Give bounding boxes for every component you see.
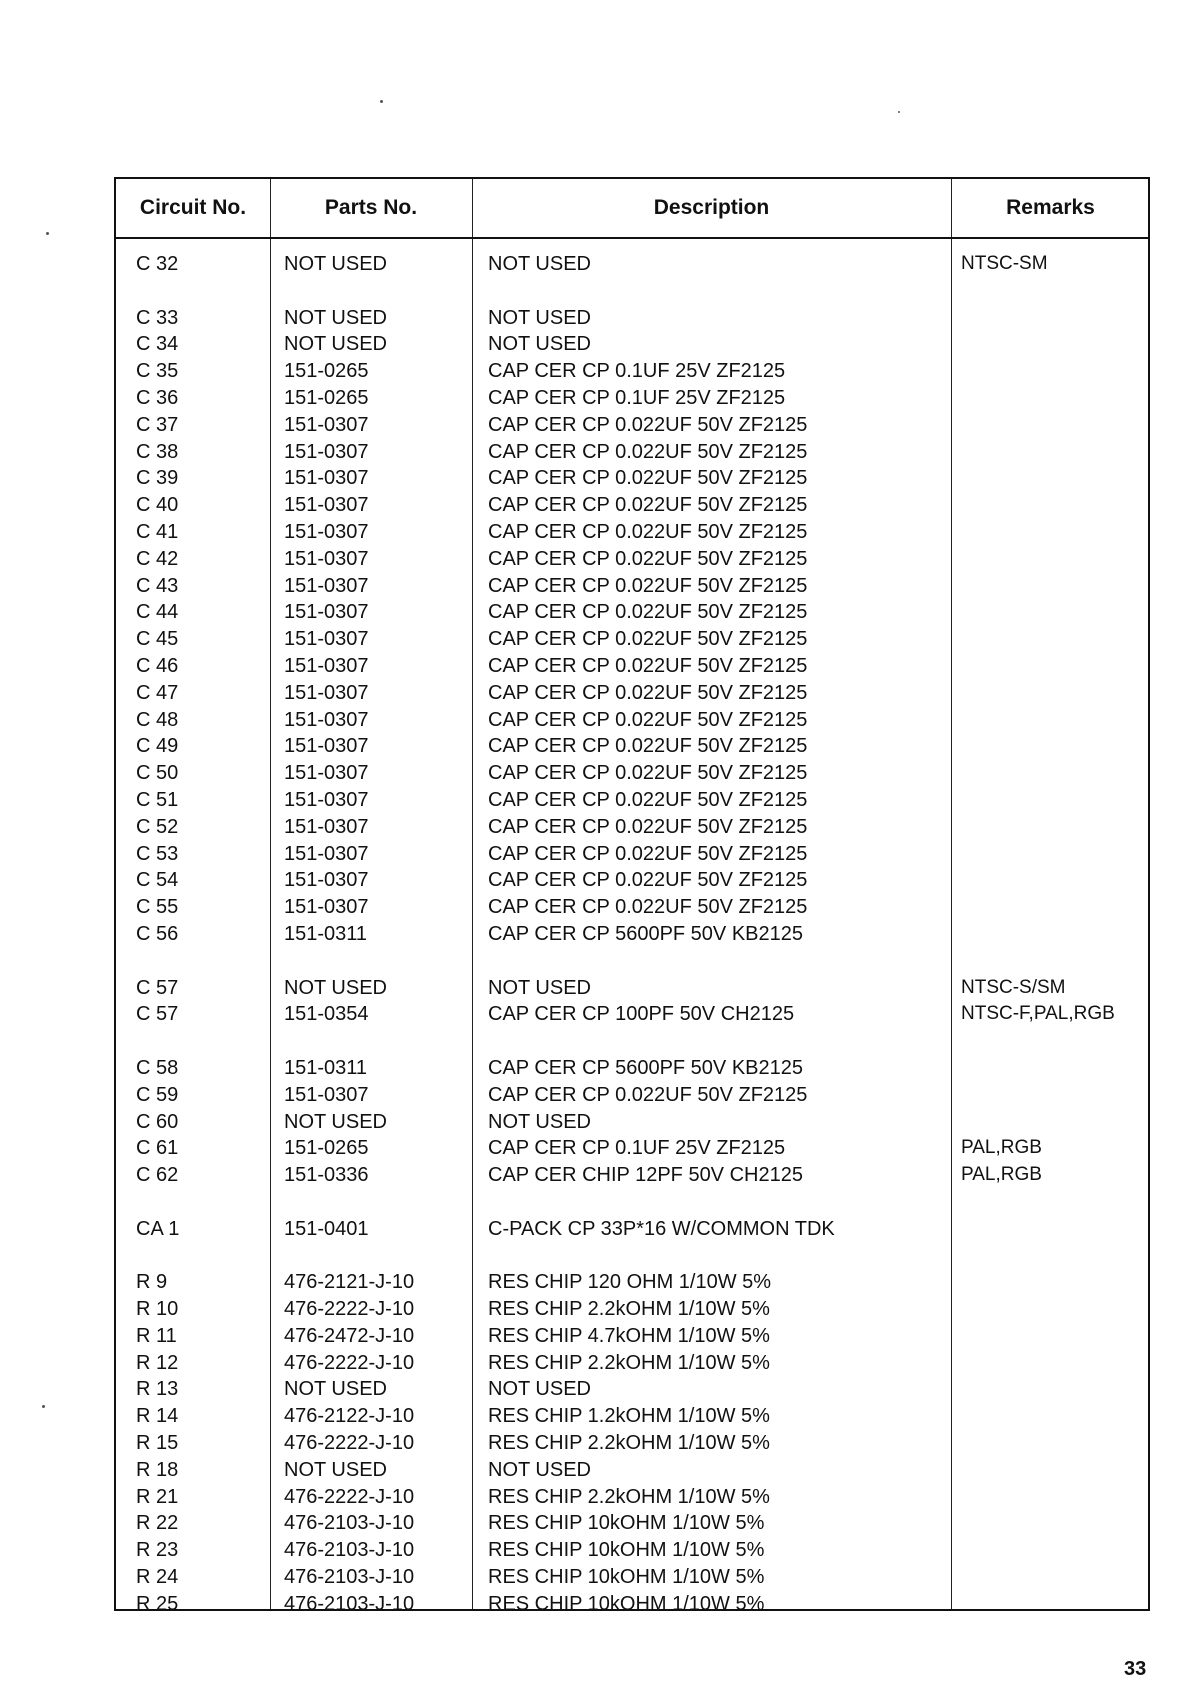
description-cell: CAP CER CP 0.022UF 50V ZF2125 bbox=[488, 788, 808, 811]
circuit-no-cell: C 44 bbox=[136, 601, 179, 624]
table-row bbox=[116, 1323, 1148, 1350]
table-row bbox=[116, 894, 1148, 921]
parts-no-cell: 476-2103-J-10 bbox=[284, 1592, 415, 1615]
parts-no-cell: 151-0307 bbox=[284, 735, 369, 758]
circuit-no-cell: R 11 bbox=[136, 1324, 177, 1347]
description-cell: CAP CER CP 0.022UF 50V ZF2125 bbox=[488, 681, 808, 704]
table-row bbox=[116, 975, 1148, 1002]
circuit-no-cell: C 47 bbox=[136, 681, 179, 704]
table-row bbox=[116, 1350, 1148, 1377]
description-cell: RES CHIP 2.2kOHM 1/10W 5% bbox=[488, 1485, 770, 1508]
parts-no-cell: NOT USED bbox=[284, 333, 387, 356]
circuit-no-cell: R 25 bbox=[136, 1592, 179, 1615]
circuit-no-cell: C 57 bbox=[136, 1003, 179, 1026]
table-row bbox=[116, 1430, 1148, 1457]
table-row bbox=[116, 626, 1148, 653]
table-row bbox=[116, 1484, 1148, 1511]
table-row bbox=[116, 1162, 1148, 1189]
scan-speck bbox=[898, 111, 900, 113]
parts-no-cell: 151-0354 bbox=[284, 1003, 369, 1026]
parts-no-cell: 151-0307 bbox=[284, 788, 369, 811]
description-cell: RES CHIP 10kOHM 1/10W 5% bbox=[488, 1566, 765, 1589]
description-cell: RES CHIP 10kOHM 1/10W 5% bbox=[488, 1592, 765, 1615]
circuit-no-cell: R 12 bbox=[136, 1351, 179, 1374]
description-cell: CAP CER CP 0.022UF 50V ZF2125 bbox=[488, 440, 808, 463]
circuit-no-cell: C 45 bbox=[136, 628, 179, 651]
circuit-no-cell: R 14 bbox=[136, 1405, 179, 1428]
description-cell: CAP CER CP 0.1UF 25V ZF2125 bbox=[488, 386, 786, 409]
description-cell: NOT USED bbox=[488, 1458, 591, 1481]
circuit-no-cell: R 22 bbox=[136, 1512, 179, 1535]
circuit-no-cell: C 49 bbox=[136, 735, 179, 758]
circuit-no-cell: R 9 bbox=[136, 1271, 168, 1294]
circuit-no-cell: R 15 bbox=[136, 1432, 179, 1455]
description-cell: RES CHIP 10kOHM 1/10W 5% bbox=[488, 1512, 765, 1535]
description-cell: CAP CER CP 0.022UF 50V ZF2125 bbox=[488, 520, 808, 543]
table-row bbox=[116, 358, 1148, 385]
header-parts-no: Parts No. bbox=[324, 196, 418, 219]
description-cell: RES CHIP 1.2kOHM 1/10W 5% bbox=[488, 1405, 770, 1428]
parts-no-cell: 476-2121-J-10 bbox=[284, 1271, 415, 1294]
circuit-no-cell: R 21 bbox=[136, 1485, 179, 1508]
parts-no-cell: NOT USED bbox=[284, 253, 387, 275]
parts-no-cell: 476-2103-J-10 bbox=[284, 1539, 415, 1562]
description-cell: NOT USED bbox=[488, 333, 591, 356]
description-cell: NOT USED bbox=[488, 306, 591, 329]
description-cell: CAP CER CP 0.022UF 50V ZF2125 bbox=[488, 1083, 808, 1106]
parts-no-cell: 151-0311 bbox=[284, 1056, 368, 1079]
circuit-no-cell: C 33 bbox=[136, 306, 179, 329]
table-row bbox=[116, 1403, 1148, 1430]
description-cell: CAP CER CP 5600PF 50V KB2125 bbox=[488, 922, 803, 945]
parts-no-cell: 476-2103-J-10 bbox=[284, 1566, 415, 1589]
circuit-no-cell: R 24 bbox=[136, 1566, 179, 1589]
table-row bbox=[116, 385, 1148, 412]
scan-speck bbox=[380, 100, 383, 103]
parts-no-cell: 151-0307 bbox=[284, 547, 369, 570]
remarks-cell: PAL,RGB bbox=[961, 1137, 1042, 1159]
table-row bbox=[116, 787, 1148, 814]
page-number: 33 bbox=[1124, 1658, 1147, 1680]
parts-no-cell: 151-0311 bbox=[284, 922, 368, 945]
table-row bbox=[116, 1055, 1148, 1082]
remarks-cell: PAL,RGB bbox=[961, 1164, 1042, 1186]
parts-no-cell: 151-0307 bbox=[284, 654, 369, 677]
circuit-no-cell: C 35 bbox=[136, 360, 179, 383]
circuit-no-cell: C 43 bbox=[136, 574, 179, 597]
parts-no-cell: 151-0307 bbox=[284, 494, 369, 517]
parts-no-cell: 151-0265 bbox=[284, 386, 369, 409]
parts-list-table bbox=[114, 177, 1150, 1615]
header-circuit-no: Circuit No. bbox=[139, 196, 247, 219]
circuit-no-cell: R 23 bbox=[136, 1539, 179, 1562]
description-cell: CAP CER CP 0.022UF 50V ZF2125 bbox=[488, 601, 808, 624]
circuit-no-cell: C 60 bbox=[136, 1110, 179, 1133]
circuit-no-cell: C 41 bbox=[136, 520, 179, 543]
circuit-no-cell: C 34 bbox=[136, 333, 179, 356]
circuit-no-cell: C 52 bbox=[136, 815, 179, 838]
parts-no-cell: 151-0307 bbox=[284, 601, 369, 624]
scan-speck bbox=[42, 1405, 45, 1408]
table-row bbox=[116, 814, 1148, 841]
description-cell: RES CHIP 4.7kOHM 1/10W 5% bbox=[488, 1324, 770, 1347]
table-row bbox=[116, 492, 1148, 519]
circuit-no-cell: C 51 bbox=[136, 788, 179, 811]
circuit-no-cell: C 53 bbox=[136, 842, 179, 865]
table-row bbox=[116, 331, 1148, 358]
header-remarks: Remarks bbox=[1006, 196, 1095, 219]
circuit-no-cell: C 32 bbox=[136, 253, 179, 275]
table-row bbox=[116, 1457, 1148, 1484]
description-cell: CAP CER CP 0.022UF 50V ZF2125 bbox=[488, 735, 808, 758]
parts-no-cell: 151-0307 bbox=[284, 574, 369, 597]
description-cell: CAP CER CP 0.022UF 50V ZF2125 bbox=[488, 547, 808, 570]
description-cell: CAP CER CHIP 12PF 50V CH2125 bbox=[488, 1164, 803, 1187]
circuit-no-cell: C 58 bbox=[136, 1056, 179, 1079]
description-cell: CAP CER CP 0.022UF 50V ZF2125 bbox=[488, 628, 808, 651]
circuit-no-cell: C 37 bbox=[136, 413, 179, 436]
parts-no-cell: 151-0307 bbox=[284, 467, 369, 490]
circuit-no-cell: C 62 bbox=[136, 1164, 179, 1187]
header-divider bbox=[116, 237, 1148, 239]
remarks-cell: NTSC-S/SM bbox=[961, 976, 1066, 998]
table-row bbox=[116, 305, 1148, 332]
table-row bbox=[116, 1510, 1148, 1537]
description-cell: NOT USED bbox=[488, 1110, 591, 1133]
parts-no-cell: 476-2103-J-10 bbox=[284, 1512, 415, 1535]
table-row bbox=[116, 1269, 1148, 1296]
description-cell: CAP CER CP 0.022UF 50V ZF2125 bbox=[488, 708, 808, 731]
table-row bbox=[116, 733, 1148, 760]
table-row bbox=[116, 1216, 1148, 1243]
table-row bbox=[116, 251, 1148, 278]
description-cell: RES CHIP 120 OHM 1/10W 5% bbox=[488, 1271, 772, 1294]
parts-no-cell: 151-0307 bbox=[284, 815, 369, 838]
parts-no-cell: 476-2122-J-10 bbox=[284, 1405, 415, 1428]
circuit-no-cell: R 13 bbox=[136, 1378, 179, 1401]
circuit-no-cell: R 18 bbox=[136, 1458, 179, 1481]
table-row bbox=[116, 841, 1148, 868]
circuit-no-cell: C 36 bbox=[136, 386, 179, 409]
description-cell: CAP CER CP 0.022UF 50V ZF2125 bbox=[488, 413, 808, 436]
parts-no-cell: 476-2222-J-10 bbox=[284, 1432, 415, 1455]
scan-speck bbox=[46, 232, 49, 235]
circuit-no-cell: C 55 bbox=[136, 896, 179, 919]
table-body bbox=[116, 251, 1148, 1618]
parts-no-cell: NOT USED bbox=[284, 1458, 387, 1481]
circuit-no-cell: C 40 bbox=[136, 494, 179, 517]
table-row bbox=[116, 1376, 1148, 1403]
table-row bbox=[116, 412, 1148, 439]
table-row bbox=[116, 439, 1148, 466]
parts-no-cell: 151-0307 bbox=[284, 842, 369, 865]
description-cell: CAP CER CP 0.022UF 50V ZF2125 bbox=[488, 869, 808, 892]
circuit-no-cell: C 48 bbox=[136, 708, 179, 731]
table-row bbox=[116, 546, 1148, 573]
table-row bbox=[116, 1564, 1148, 1591]
parts-no-cell: NOT USED bbox=[284, 1378, 387, 1401]
table-row bbox=[116, 599, 1148, 626]
circuit-no-cell: C 46 bbox=[136, 654, 179, 677]
table-row bbox=[116, 680, 1148, 707]
description-cell: C-PACK CP 33P*16 W/COMMON TDK bbox=[488, 1217, 835, 1240]
parts-no-cell: 151-0336 bbox=[284, 1164, 369, 1187]
table-row bbox=[116, 921, 1148, 948]
table-row bbox=[116, 1591, 1148, 1618]
table-row bbox=[116, 760, 1148, 787]
circuit-no-cell: C 50 bbox=[136, 762, 179, 785]
parts-no-cell: NOT USED bbox=[284, 1110, 387, 1133]
table-row bbox=[116, 1296, 1148, 1323]
parts-no-cell: 151-0307 bbox=[284, 896, 369, 919]
description-cell: CAP CER CP 0.022UF 50V ZF2125 bbox=[488, 815, 808, 838]
parts-no-cell: 476-2222-J-10 bbox=[284, 1485, 415, 1508]
description-cell: CAP CER CP 0.1UF 25V ZF2125 bbox=[488, 1137, 786, 1160]
circuit-no-cell: C 39 bbox=[136, 467, 179, 490]
parts-no-cell: NOT USED bbox=[284, 306, 387, 329]
table-row bbox=[116, 707, 1148, 734]
description-cell: CAP CER CP 0.022UF 50V ZF2125 bbox=[488, 842, 808, 865]
parts-no-cell: 151-0265 bbox=[284, 1137, 369, 1160]
parts-no-cell: 151-0307 bbox=[284, 440, 369, 463]
circuit-no-cell: R 10 bbox=[136, 1298, 179, 1321]
description-cell: RES CHIP 10kOHM 1/10W 5% bbox=[488, 1539, 765, 1562]
parts-no-cell: 476-2472-J-10 bbox=[284, 1324, 415, 1347]
description-cell: CAP CER CP 100PF 50V CH2125 bbox=[488, 1003, 795, 1026]
remarks-cell: NTSC-SM bbox=[961, 253, 1048, 274]
description-cell: CAP CER CP 0.022UF 50V ZF2125 bbox=[488, 494, 808, 517]
table-row bbox=[116, 1109, 1148, 1136]
parts-no-cell: 151-0307 bbox=[284, 869, 369, 892]
description-cell: NOT USED bbox=[488, 253, 591, 275]
parts-no-cell: 476-2222-J-10 bbox=[284, 1298, 415, 1321]
circuit-no-cell: C 59 bbox=[136, 1083, 179, 1106]
description-cell: RES CHIP 2.2kOHM 1/10W 5% bbox=[488, 1298, 770, 1321]
table-row bbox=[116, 519, 1148, 546]
parts-no-cell: 151-0307 bbox=[284, 708, 369, 731]
table-row bbox=[116, 1001, 1148, 1028]
circuit-no-cell: C 61 bbox=[136, 1137, 179, 1160]
circuit-no-cell: C 56 bbox=[136, 922, 179, 945]
table-row bbox=[116, 1082, 1148, 1109]
parts-no-cell: 151-0307 bbox=[284, 520, 369, 543]
circuit-no-cell: C 38 bbox=[136, 440, 179, 463]
parts-no-cell: 151-0307 bbox=[284, 681, 369, 704]
description-cell: CAP CER CP 0.022UF 50V ZF2125 bbox=[488, 762, 808, 785]
description-cell: CAP CER CP 5600PF 50V KB2125 bbox=[488, 1056, 803, 1079]
description-cell: NOT USED bbox=[488, 1378, 591, 1401]
description-cell: CAP CER CP 0.022UF 50V ZF2125 bbox=[488, 654, 808, 677]
parts-no-cell: 151-0307 bbox=[284, 762, 369, 785]
table-row bbox=[116, 573, 1148, 600]
table-row bbox=[116, 465, 1148, 492]
description-cell: CAP CER CP 0.022UF 50V ZF2125 bbox=[488, 574, 808, 597]
table-row bbox=[116, 867, 1148, 894]
parts-no-cell: 151-0265 bbox=[284, 360, 369, 383]
description-cell: CAP CER CP 0.022UF 50V ZF2125 bbox=[488, 467, 808, 490]
description-cell: RES CHIP 2.2kOHM 1/10W 5% bbox=[488, 1351, 770, 1374]
circuit-no-cell: C 54 bbox=[136, 869, 179, 892]
header-description: Description bbox=[653, 196, 770, 219]
description-cell: CAP CER CP 0.1UF 25V ZF2125 bbox=[488, 360, 786, 383]
table-row bbox=[116, 1537, 1148, 1564]
circuit-no-cell: C 42 bbox=[136, 547, 179, 570]
table-row bbox=[116, 1135, 1148, 1162]
remarks-cell: NTSC-F,PAL,RGB bbox=[961, 1003, 1115, 1025]
parts-no-cell: 476-2222-J-10 bbox=[284, 1351, 415, 1374]
circuit-no-cell: C 57 bbox=[136, 976, 179, 999]
table-row bbox=[116, 653, 1148, 680]
parts-no-cell: 151-0307 bbox=[284, 1083, 369, 1106]
description-cell: NOT USED bbox=[488, 976, 591, 999]
description-cell: CAP CER CP 0.022UF 50V ZF2125 bbox=[488, 896, 808, 919]
description-cell: RES CHIP 2.2kOHM 1/10W 5% bbox=[488, 1432, 770, 1455]
circuit-no-cell: CA 1 bbox=[136, 1217, 180, 1240]
parts-no-cell: 151-0401 bbox=[284, 1217, 369, 1240]
parts-no-cell: 151-0307 bbox=[284, 413, 369, 436]
parts-no-cell: NOT USED bbox=[284, 976, 387, 999]
parts-no-cell: 151-0307 bbox=[284, 628, 369, 651]
